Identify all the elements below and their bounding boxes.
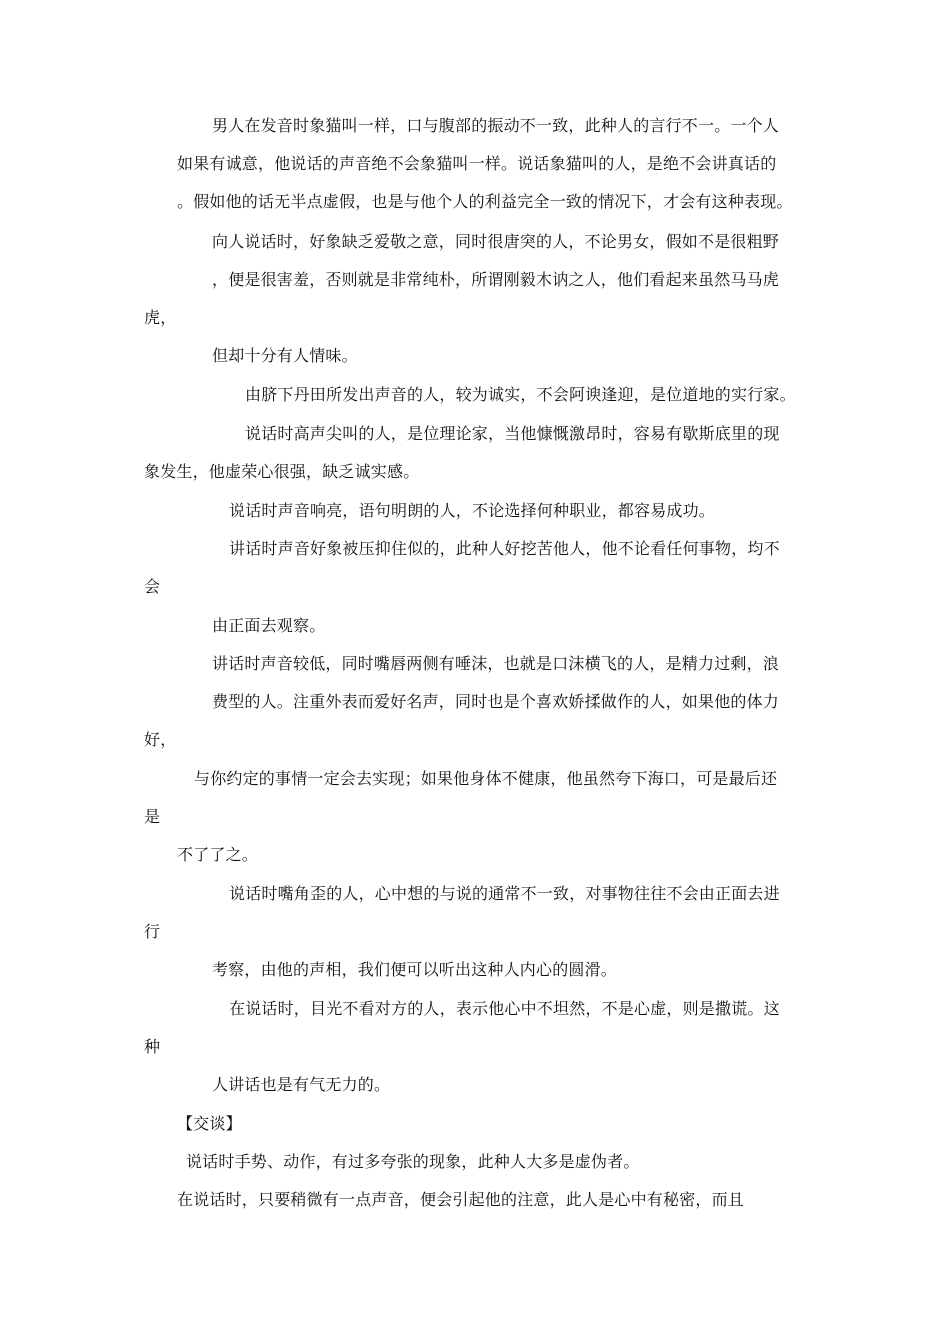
text-line: 不了了之。 xyxy=(177,845,259,864)
text-line: 。假如他的话无半点虚假，也是与他个人的利益完全一致的情况下，才会有这种表现。 xyxy=(177,192,793,211)
text-line: 在说话时，只要稍微有一点声音，便会引起他的注意，此人是心中有秘密，而且 xyxy=(177,1190,745,1209)
text-line: 与你约定的事情一定会去实现；如果他身体不健康，他虽然夸下海口，可是最后还 xyxy=(194,769,778,788)
text-line: ，便是很害羞，否则就是非常纯朴，所谓刚毅木讷之人，他们看起来虽然马马虎 xyxy=(212,270,780,289)
text-line: 费型的人。注重外表而爱好名声，同时也是个喜欢娇揉做作的人，如果他的体力 xyxy=(212,692,780,711)
text-line: 向人说话时，好象缺乏爱敬之意，同时很唐突的人，不论男女，假如不是很粗野 xyxy=(212,232,780,251)
text-line: 是 xyxy=(144,807,161,826)
text-line: 讲话时声音好象被压抑住似的，此种人好挖苦他人，他不论看任何事物，均不 xyxy=(229,539,780,558)
text-line: 考察，由他的声相，我们便可以听出这种人内心的圆滑。 xyxy=(212,960,618,979)
text-line: 人讲话也是有气无力的。 xyxy=(212,1075,391,1094)
text-line: 讲话时声音较低，同时嘴唇两侧有唾沫，也就是口沫横飞的人，是精力过剩，浪 xyxy=(212,654,780,673)
text-line: 由正面去观察。 xyxy=(212,616,326,635)
text-line: 说话时嘴角歪的人，心中想的与说的通常不一致，对事物往往不会由正面去进 xyxy=(229,884,780,903)
text-line: 如果有诚意，他说话的声音绝不会象猫叫一样。说话象猫叫的人，是绝不会讲真话的 xyxy=(177,154,777,173)
text-line: 在说话时，目光不看对方的人，表示他心中不坦然，不是心虚，则是撒谎。这 xyxy=(229,999,780,1018)
text-line: 由脐下丹田所发出声音的人，较为诚实，不会阿谀逢迎，是位道地的实行家。 xyxy=(245,385,796,404)
text-line: 说话时声音响亮，语句明朗的人，不论选择何种职业，都容易成功。 xyxy=(229,501,716,520)
text-line: 男人在发音时象猫叫一样，口与腹部的振动不一致，此种人的言行不一。一个人 xyxy=(212,116,780,135)
text-line: 种 xyxy=(144,1037,161,1056)
text-line: 象发生，他虚荣心很强，缺乏诚实感。 xyxy=(144,462,420,481)
text-line: 但却十分有人情味。 xyxy=(212,346,358,365)
text-line: 好， xyxy=(144,730,177,749)
section-heading: 【交谈】 xyxy=(177,1114,242,1133)
text-line: 行 xyxy=(144,922,161,941)
text-line: 虎， xyxy=(144,308,177,327)
text-line: 会 xyxy=(144,577,161,596)
text-line: 说话时高声尖叫的人，是位理论家，当他慷慨激昂时，容易有歇斯底里的现 xyxy=(245,424,780,443)
text-line: 说话时手势、动作，有过多夸张的现象，此种人大多是虚伪者。 xyxy=(186,1152,640,1171)
